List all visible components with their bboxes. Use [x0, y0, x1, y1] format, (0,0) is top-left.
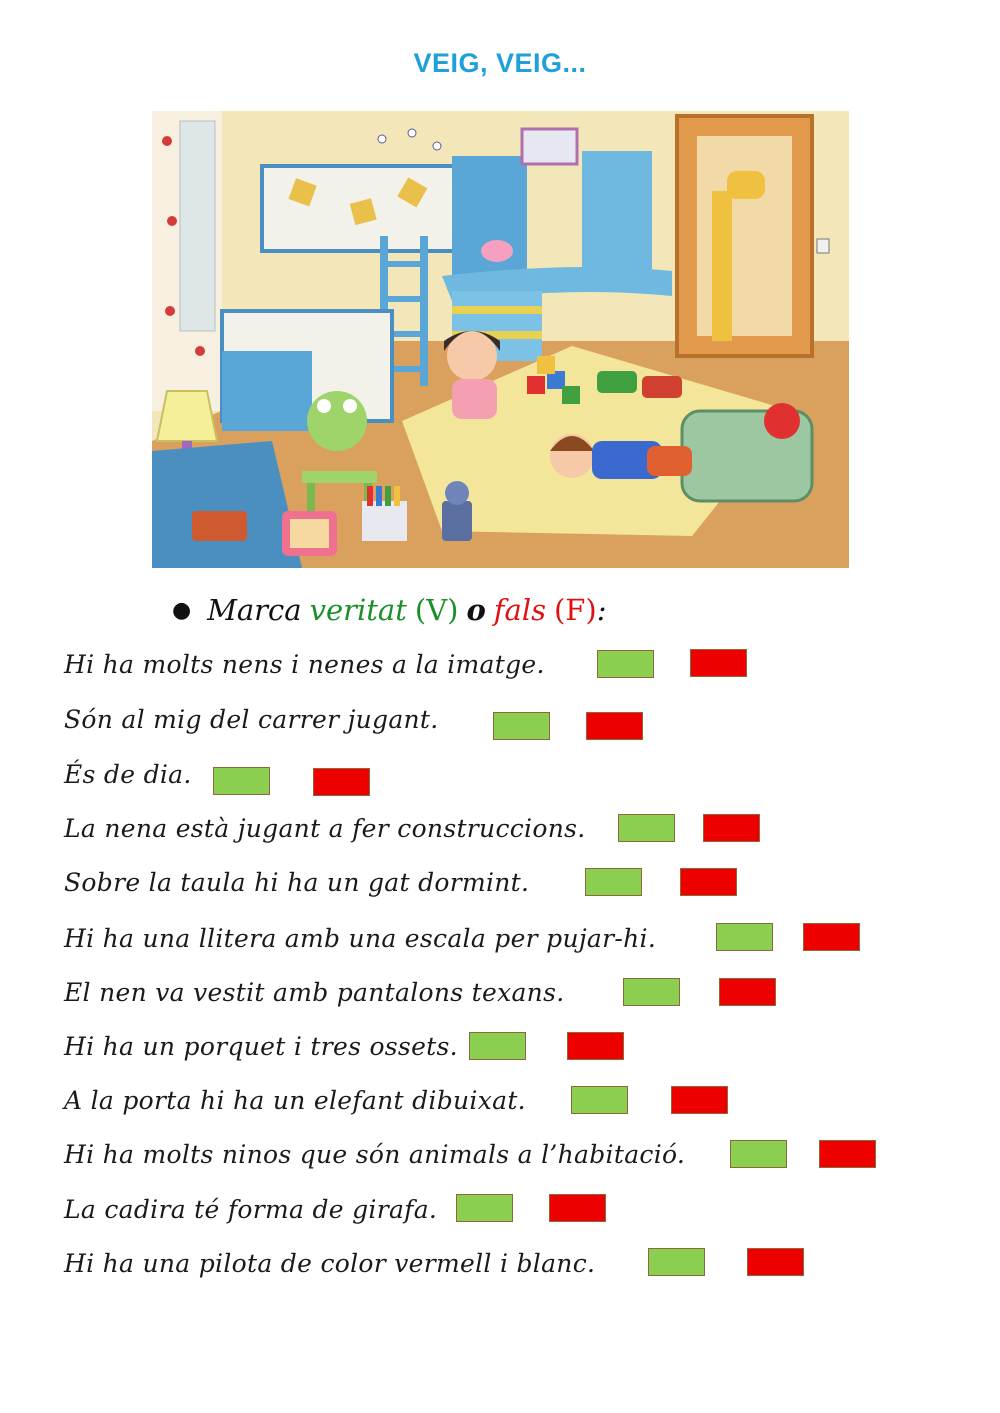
- page-title: VEIG, VEIG...: [413, 48, 587, 78]
- statement-row-10: [64, 1134, 685, 1174]
- statement-text: La cadira té forma de girafa.: [64, 1194, 438, 1224]
- false-answer-box-1[interactable]: [690, 649, 747, 677]
- statement-text: La nena està jugant a fer construccions.: [64, 813, 586, 843]
- false-answer-box-2[interactable]: [586, 712, 643, 740]
- true-answer-box-12[interactable]: [648, 1248, 705, 1276]
- false-answer-box-9[interactable]: [671, 1086, 728, 1114]
- statement-text: Hi ha una pilota de color vermell i blanc.: [64, 1248, 596, 1278]
- false-answer-box-5[interactable]: [680, 868, 737, 896]
- true-answer-box-1[interactable]: [597, 650, 654, 678]
- true-answer-box-5[interactable]: [585, 868, 642, 896]
- instruction-suffix: :: [596, 593, 607, 627]
- statement-text: Hi ha molts ninos que són animals a l’habitació.: [64, 1139, 686, 1169]
- true-answer-box-4[interactable]: [618, 814, 675, 842]
- false-answer-box-11[interactable]: [549, 1194, 606, 1222]
- statement-text: Hi ha un porquet i tres ossets.: [64, 1031, 458, 1061]
- bedroom-illustration: [152, 111, 849, 568]
- instruction-false-code: (F): [553, 593, 597, 627]
- statement-row-7: [64, 972, 564, 1012]
- false-answer-box-10[interactable]: [819, 1140, 876, 1168]
- statement-row-3: [64, 754, 192, 794]
- false-answer-box-3[interactable]: [313, 768, 370, 796]
- statement-row-11: [64, 1189, 437, 1229]
- false-answer-box-4[interactable]: [703, 814, 760, 842]
- statement-row-9: [64, 1080, 526, 1120]
- true-answer-box-7[interactable]: [623, 978, 680, 1006]
- bullet-icon: ●: [172, 597, 192, 623]
- statement-text: El nen va vestit amb pantalons texans.: [64, 977, 565, 1007]
- statement-text: És de dia.: [64, 759, 192, 789]
- statement-row-12: [64, 1243, 595, 1283]
- false-answer-box-7[interactable]: [719, 978, 776, 1006]
- false-answer-box-8[interactable]: [567, 1032, 624, 1060]
- true-answer-box-6[interactable]: [716, 923, 773, 951]
- statement-row-5: [64, 862, 529, 902]
- statement-row-1: [64, 644, 545, 684]
- instruction-true-code: (V): [414, 593, 459, 627]
- instruction-true-word: veritat: [309, 593, 407, 627]
- statement-row-4: [64, 808, 585, 848]
- false-answer-box-12[interactable]: [747, 1248, 804, 1276]
- instruction-connector: o: [466, 593, 486, 627]
- false-answer-box-6[interactable]: [803, 923, 860, 951]
- true-answer-box-10[interactable]: [730, 1140, 787, 1168]
- true-answer-box-11[interactable]: [456, 1194, 513, 1222]
- instruction-false-word: fals: [493, 593, 546, 627]
- true-answer-box-2[interactable]: [493, 712, 550, 740]
- statement-text: A la porta hi ha un elefant dibuixat.: [64, 1085, 526, 1115]
- statement-row-6: [64, 918, 656, 958]
- true-answer-box-3[interactable]: [213, 767, 270, 795]
- true-answer-box-9[interactable]: [571, 1086, 628, 1114]
- instruction-prefix: Marca: [207, 593, 302, 627]
- statement-row-8: [64, 1026, 458, 1066]
- statement-row-2: [64, 699, 439, 739]
- true-answer-box-8[interactable]: [469, 1032, 526, 1060]
- statement-text: Són al mig del carrer jugant.: [64, 704, 439, 734]
- statement-text: Hi ha una llitera amb una escala per pujar-hi.: [64, 923, 657, 953]
- statement-text: Hi ha molts nens i nenes a la imatge.: [64, 649, 545, 679]
- instruction-line: [172, 588, 607, 632]
- statement-text: Sobre la taula hi ha un gat dormint.: [64, 867, 530, 897]
